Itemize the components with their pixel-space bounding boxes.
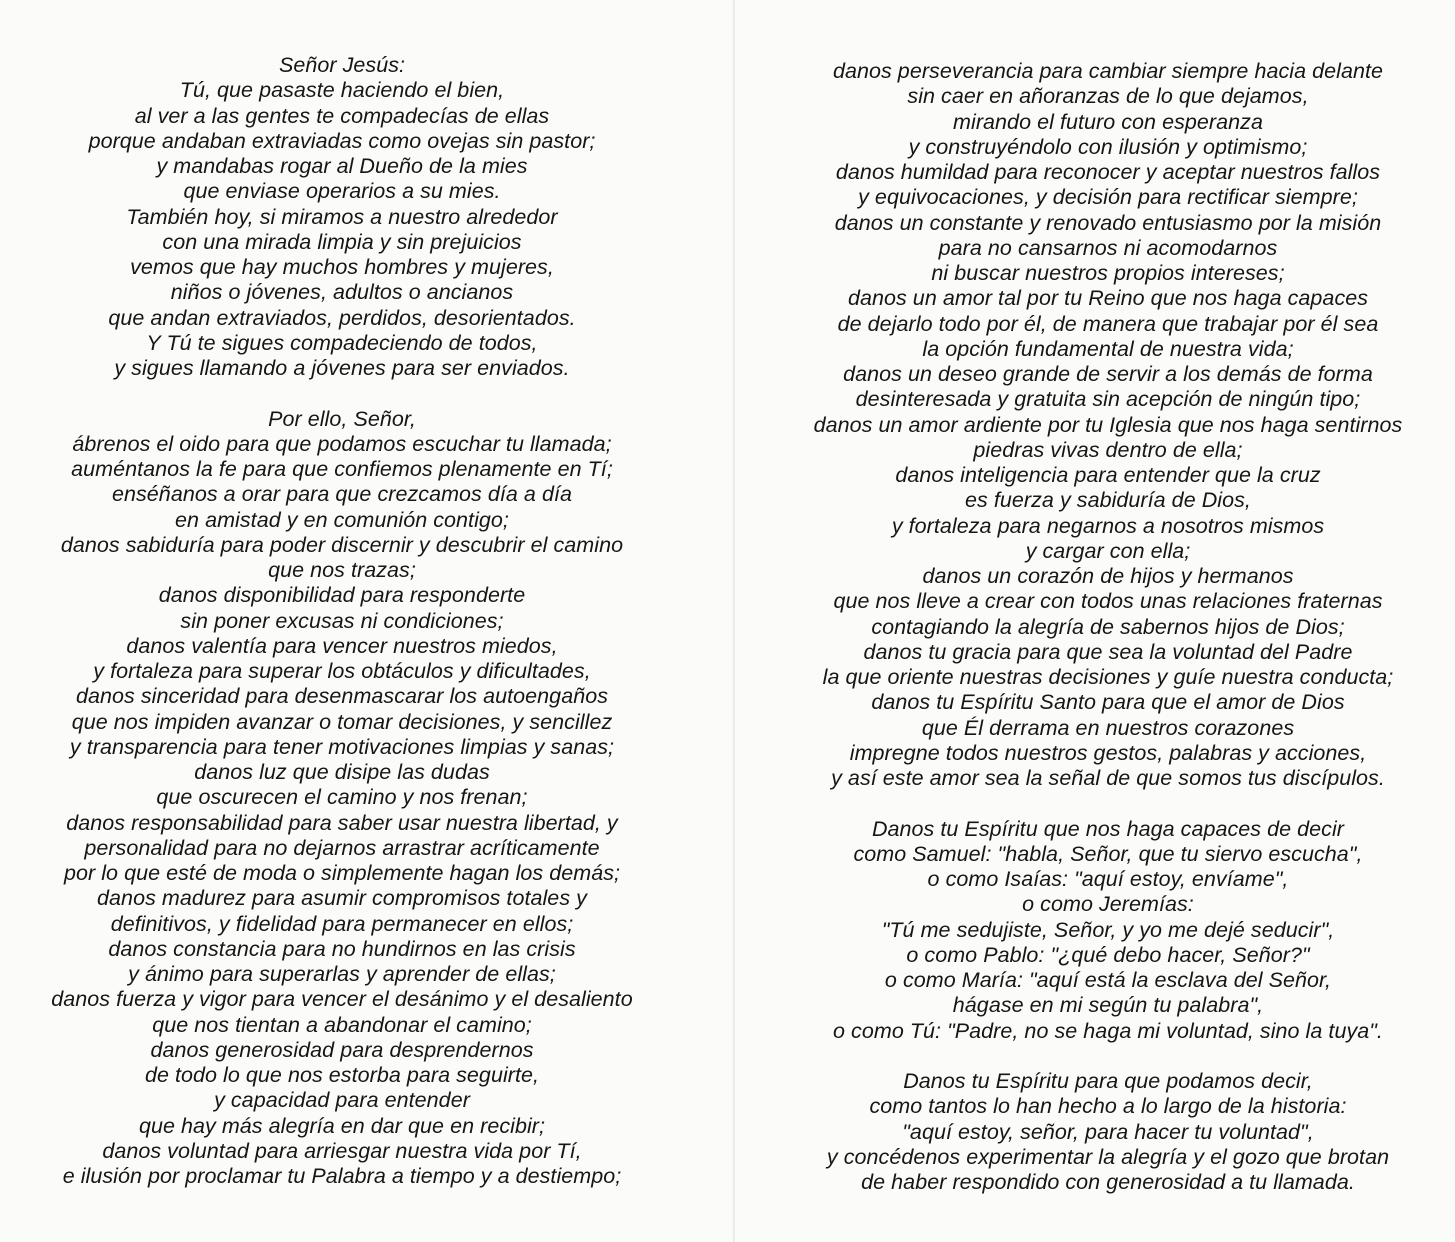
text-line: vemos que hay muchos hombres y mujeres, [130,255,554,279]
text-line: y sigues llamando a jóvenes para ser enviados. [114,356,570,380]
text-line: y así este amor sea la señal de que somos tus discípulos. [831,766,1385,790]
text-line: o como Isaías: "aquí estoy, envíame", [927,867,1289,891]
text-line: que nos impiden avanzar o tomar decisiones, y sencillez [71,709,613,734]
text-line: Señor Jesús: [278,53,406,77]
text-line: al ver a las gentes te compadecías de ellas [134,103,550,128]
text-line: o como María: "aquí está la esclava del Señor, [884,968,1332,992]
text-line: danos un deseo grande de servir a los demás de forma [843,362,1373,386]
text-line: danos madurez para asumir compromisos totales y [97,886,587,911]
text-line: que oscurecen el camino y nos frenan; [156,785,528,810]
text-line: impregne todos nuestros gestos, palabras y acciones, [849,740,1367,765]
text-line: definitivos, y fidelidad para permanecer en ellos; [110,911,574,936]
text-line: personalidad para no dejarnos arrastrar acríticamente [84,835,600,860]
text-line: o como Pablo: "¿qué debo hacer, Señor?" [906,942,1310,967]
left-page-text [10,53,674,1189]
text-line: que nos tientan a abandonar el camino; [152,1012,532,1037]
text-line: que hay más alegría en dar que en recibir; [138,1113,546,1138]
text-line: auméntanos la fe para que confiemos plenamente en Tí; [71,457,613,481]
text-line: Y Tú te sigues compadeciendo de todos, [146,330,538,355]
text-line: danos sinceridad para desenmascarar los autoengaños [75,684,609,709]
text-line: de todo lo que nos estorba para seguirte, [144,1063,540,1087]
text-line: y fortaleza para superar los obtáculos y dificultades, [93,659,591,683]
text-line: que andan extraviados, perdidos, desorientados. [108,305,576,330]
page-fold-divider [733,0,735,1242]
text-line: y equivocaciones, y decisión para rectificar siempre; [858,185,1358,210]
text-line: danos tu Espíritu Santo para que el amor de Dios [871,690,1345,715]
text-line: ni buscar nuestros propios intereses; [931,261,1285,285]
text-line: en amistad y en comunión contigo; [175,507,509,532]
text-line: enséñanos a orar para que crezcamos día a día [111,482,572,507]
text-line: la opción fundamental de nuestra vida; [922,336,1294,361]
text-line: y concédenos experimentar la alegría y el gozo que brotan [826,1144,1390,1169]
text-line: e ilusión por proclamar tu Palabra a tiempo y a destiempo; [62,1164,622,1188]
text-line: que nos trazas; [268,558,416,582]
text-line: que enviase operarios a su mies. [183,179,501,204]
text-line: danos disponibilidad para responderte [158,583,526,608]
text-line: contagiando la alegría de sabernos hijos de Dios; [871,614,1345,639]
text-line: danos tu gracia para que sea la voluntad del Padre [863,639,1353,664]
text-line: "aquí estoy, señor, para hacer tu voluntad", [902,1119,1314,1144]
text-line: ábrenos el oido para que podamos escuchar tu llamada; [72,431,612,456]
text-line: y ánimo para superarlas y aprender de ellas; [128,962,556,986]
text-line: danos generosidad para desprendernos [150,1037,534,1062]
text-line: que Él derrama en nuestros corazones [921,715,1295,740]
text-line: También hoy, si miramos a nuestro alrededor [126,204,558,229]
text-line: y capacidad para entender [214,1088,470,1113]
text-line: Danos tu Espíritu para que podamos decir, [903,1069,1313,1093]
stanza [10,407,674,1190]
text-line: que nos lleve a crear con todos unas relaciones fraternas [833,589,1383,614]
text-line: desinteresada y gratuita sin acepción de ningún tipo; [855,387,1361,412]
text-line: como Samuel: "habla, Señor, que tu siervo escucha", [853,841,1363,866]
text-line: sin poner excusas ni condiciones; [180,608,504,633]
stanza [770,59,1446,791]
text-line: y fortaleza para negarnos a nosotros mismos [891,513,1325,538]
text-line: y cargar con ella; [1025,538,1191,563]
text-line: o como Tú: "Padre, no se haga mi voluntad, sino la tuya". [833,1018,1383,1043]
text-line: danos constancia para no hundirnos en las crisis [108,936,576,961]
text-line: "Tú me sedujiste, Señor, y yo me dejé seducir", [881,917,1335,942]
stanza [770,1069,1446,1195]
text-line: danos humildad para reconocer y aceptar nuestros fallos [835,160,1381,184]
text-line: para no cansarnos ni acomodarnos [938,235,1278,260]
text-line: danos voluntad para arriesgar nuestra vida por Tí, [102,1138,582,1163]
text-line: y construyéndolo con ilusión y optimismo; [908,134,1308,159]
text-line: piedras vivas dentro de ella; [973,437,1243,462]
text-line: danos fuerza y vigor para vencer el desánimo y el desaliento [51,987,633,1012]
text-line: sin caer en añoranzas de lo que dejamos, [907,84,1309,109]
text-line: danos un constante y renovado entusiasmo por la misión [834,210,1382,235]
text-line: danos valentía para vencer nuestros miedos, [126,633,558,658]
text-line: danos un amor tal por tu Reino que nos haga capaces [847,286,1369,311]
text-line: es fuerza y sabiduría de Dios, [965,488,1251,513]
text-line: y mandabas rogar al Dueño de la mies [156,154,528,178]
text-line: como tantos lo han hecho a lo largo de la historia: [869,1094,1347,1119]
text-line: porque andaban extraviadas como ovejas sin pastor; [88,128,596,153]
text-line: Por ello, Señor, [268,406,416,431]
right-page-text [770,59,1446,1195]
text-line: por lo que esté de moda o simplemente hagan los demás; [63,861,621,885]
stanza [770,817,1446,1044]
text-line: de haber respondido con generosidad a tu llamada. [861,1170,1355,1194]
text-line: danos sabiduría para poder discernir y descubrir el camino [60,532,624,557]
text-line: danos inteligencia para entender que la cruz [895,463,1321,487]
text-line: y transparencia para tener motivaciones limpias y sanas; [69,734,615,759]
text-line: danos responsabilidad para saber usar nuestra libertad, y [66,810,618,835]
text-line: danos perseverancia para cambiar siempre hacia delante [832,59,1384,83]
text-line: danos luz que disipe las dudas [194,760,490,784]
stanza [10,53,674,381]
text-line: Tú, que pasaste haciendo el bien, [179,78,505,103]
text-line: de dejarlo todo por él, de manera que trabajar por él sea [837,311,1379,336]
text-line: hágase en mi según tu palabra", [952,993,1264,1018]
text-line: la que oriente nuestras decisiones y guíe nuestra conducta; [822,665,1394,689]
text-line: con una mirada limpia y sin prejuicios [162,229,522,254]
text-line: danos un corazón de hijos y hermanos [922,564,1294,588]
text-line: Danos tu Espíritu que nos haga capaces de decir [871,816,1345,841]
text-line: niños o jóvenes, adultos o ancianos [170,280,514,305]
text-line: danos un amor ardiente por tu Iglesia que nos haga sentirnos [813,412,1403,437]
text-line: mirando el futuro con esperanza [953,109,1263,134]
text-line: o como Jeremías: [1022,892,1194,917]
